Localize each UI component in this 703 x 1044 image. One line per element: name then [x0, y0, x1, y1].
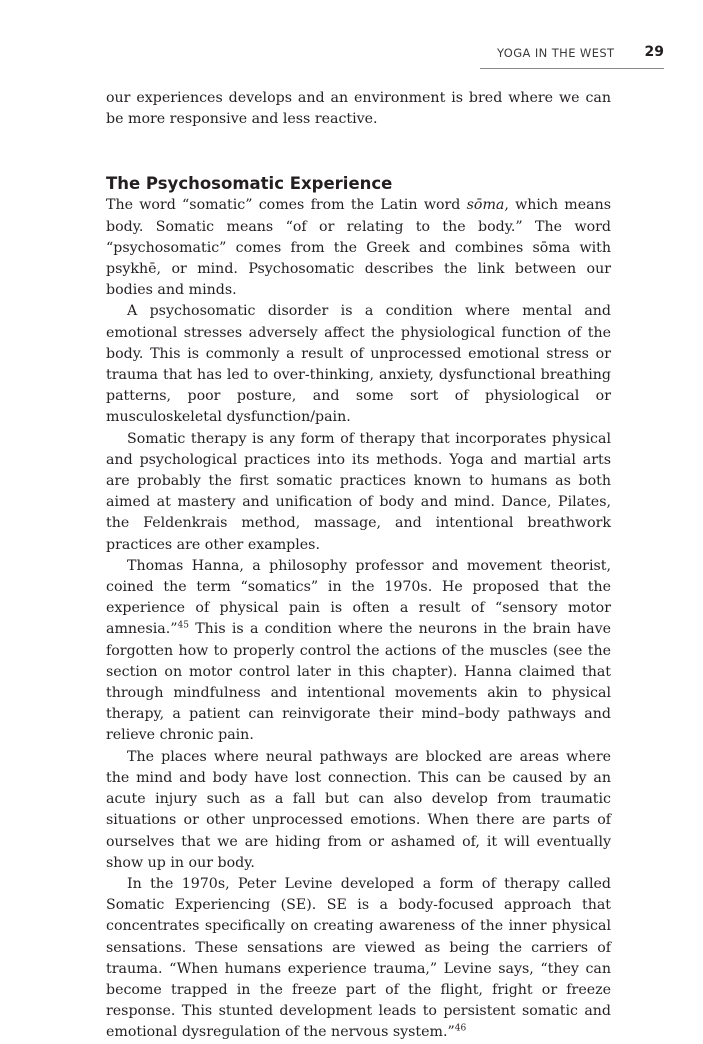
paragraph-somatic-therapy [106, 429, 611, 556]
paragraph-text: Thomas Hanna, a philosophy professor and movement theorist, coined the term “somatics” in the 1970s. He proposed that the experience of physical pain is often a result of “sensory motor amnesia.” [106, 557, 611, 638]
paragraph-continuation [106, 88, 611, 130]
paragraph-text: The places where neural pathways are blocked are areas where the mind and body have lost connection. This can be caused by an acute injury such as a fall but can also develop from traumatic situations or other unprocessed emotions. When there are parts of ourselves that we are hiding from or ashamed of, it will eventually show up in our body. [106, 748, 611, 871]
paragraph-somatic-definition [106, 195, 611, 301]
running-head-section-title: YOGA IN THE WEST [497, 46, 615, 60]
paragraph-text: The word “somatic” comes from the Latin word [106, 197, 467, 214]
page-number: 29 [644, 44, 664, 60]
body-text [106, 88, 611, 1044]
italic-term: sōma [466, 197, 505, 214]
footnote-reference: 46 [454, 1023, 467, 1034]
footnote-reference: 45 [177, 620, 189, 631]
paragraph-text: This is a condition where the neurons in the brain have forgotten how to properly control the actions of the muscles (see the section on motor control later in this chapter). Hanna claimed that through mindfulness and intentional movements akin to physical therapy, a patient can reinvigorate their mind–body pathways and relieve chronic pain. [106, 621, 611, 744]
paragraph-text: A psychosomatic disorder is a condition where mental and emotional stresses adversely affect the physiological function of the body. This is commonly a result of unprocessed emotional stress or trauma that has led to over-thinking, anxiety, dysfunctional breathing patterns, poor posture, and some sort of physiological or musculoskeletal dysfunction/pain. [106, 303, 611, 426]
paragraph-peter-levine [106, 874, 611, 1044]
paragraph-psychosomatic-disorder [106, 301, 611, 428]
running-head [480, 44, 664, 69]
paragraph-text: , which means body. Somatic means “of or relating to the body.” The word “psychosomatic” comes from the Greek and combines sōma with psykhē, or mind. Psychosomatic describes the link between our bodies and minds. [106, 197, 611, 299]
section-heading: The Psychosomatic Experience [106, 174, 393, 194]
paragraph-neural-pathways [106, 747, 611, 874]
paragraph-text: In the 1970s, Peter Levine developed a form of therapy called Somatic Experiencing (SE). SE is a body-focused approach that concentrates specifically on creating awareness of the inner physical sensations. These sensations are viewed as being the carriers of trauma. “When humans experience trauma,” Levine says, “they can become trapped in the freeze part of the flight, fright or freeze response. This stunted development leads to persistent somatic and emotional dysregulation of the nervous system.” [106, 875, 611, 1041]
paragraph-thomas-hanna [106, 556, 611, 747]
paragraph-text: Somatic therapy is any form of therapy that incorporates physical and psychological practices into its methods. Yoga and martial arts are probably the first somatic practices known to humans as both aimed at mastery and unification of body and mind. Dance, Pilates, the Feldenkrais method, massage, and intentional breathwork practices are other examples. [106, 430, 611, 553]
paragraph-text: our experiences develops and an environment is bred where we can be more responsive and less reactive. [106, 90, 611, 128]
